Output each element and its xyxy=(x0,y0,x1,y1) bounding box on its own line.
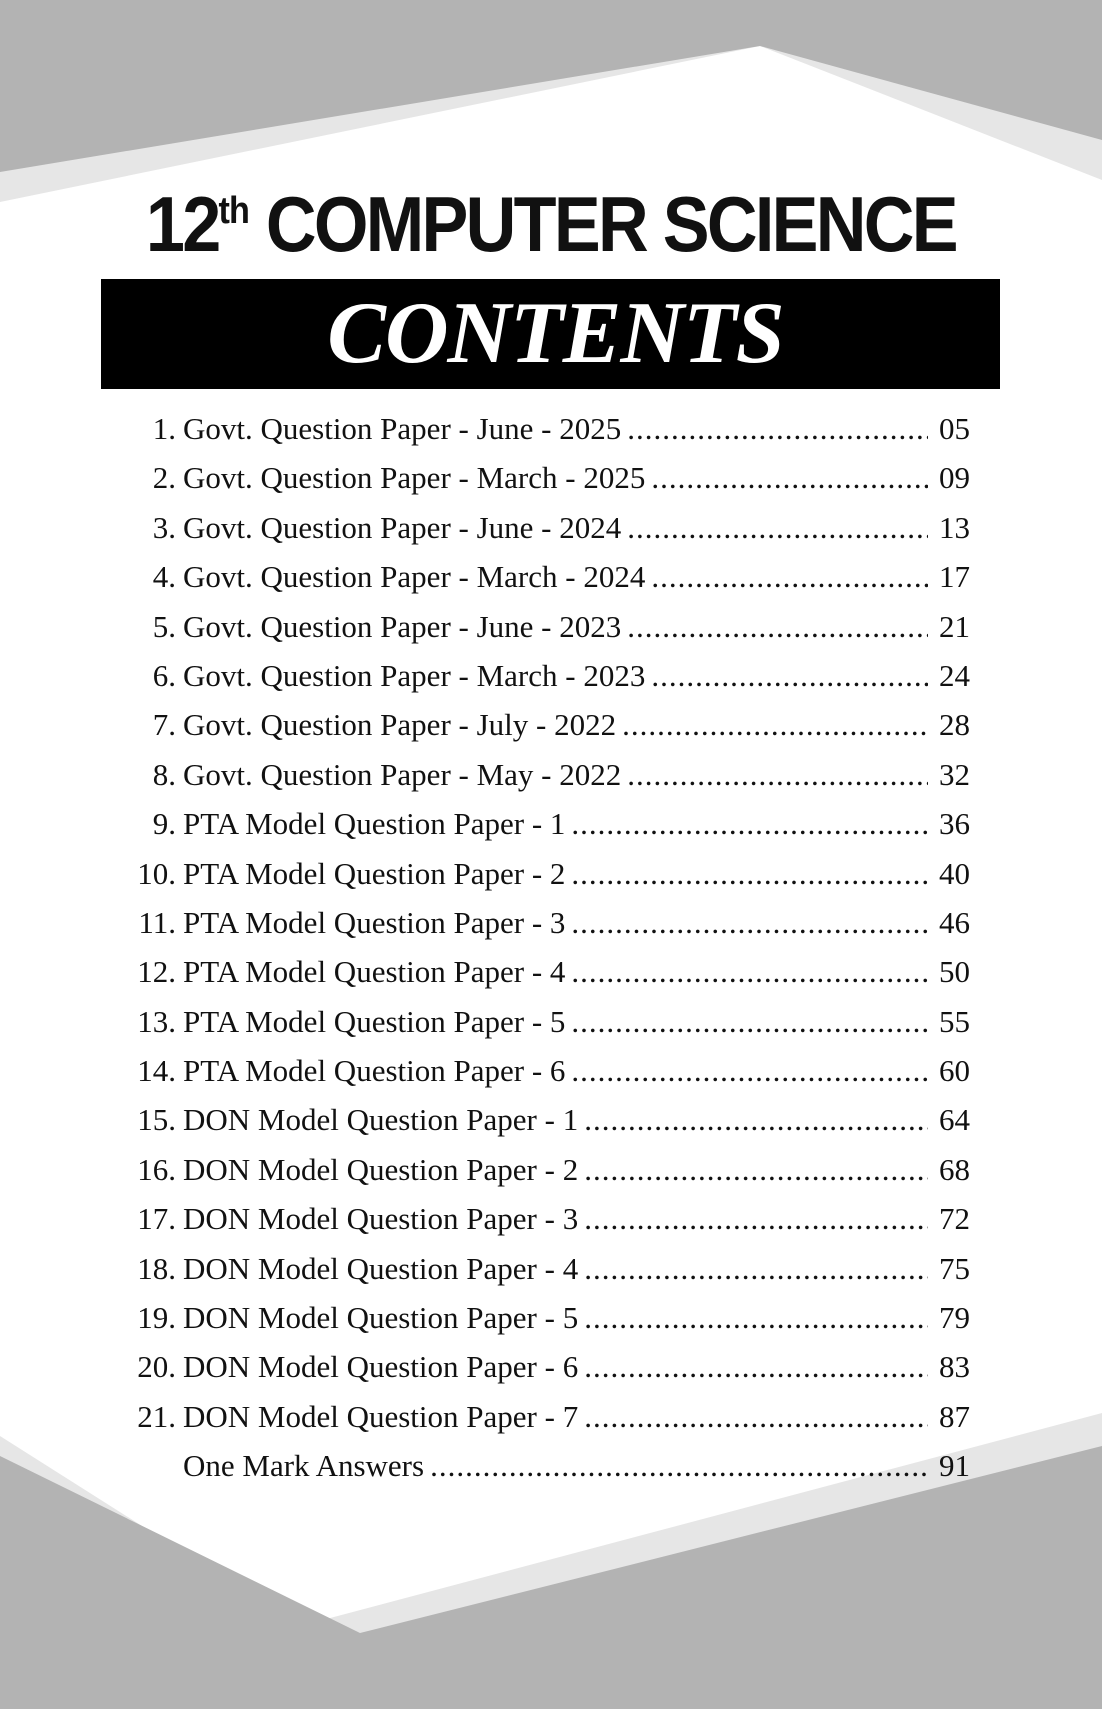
toc-entry-page: 21 xyxy=(939,608,970,644)
toc-entry[interactable] xyxy=(120,1095,970,1144)
toc-entry-number: 15. xyxy=(137,1102,176,1138)
toc-entry-number: 17. xyxy=(137,1201,176,1237)
toc-entry[interactable] xyxy=(120,1293,970,1342)
title-superscript: th xyxy=(218,190,250,232)
toc-entry[interactable] xyxy=(120,1392,970,1441)
dot-leader xyxy=(584,1342,928,1391)
contents-banner xyxy=(101,279,1000,389)
toc-entry[interactable] xyxy=(120,1342,970,1391)
toc-entry-title: One Mark Answers xyxy=(183,1448,425,1484)
dot-leader xyxy=(627,602,928,651)
toc-entry-number: 1. xyxy=(152,411,176,446)
toc-entry[interactable] xyxy=(120,1441,970,1490)
toc-entry-page: 83 xyxy=(939,1349,970,1385)
dot-leader xyxy=(627,750,928,799)
toc-entry-number: 14. xyxy=(137,1053,176,1089)
toc-entry[interactable] xyxy=(120,453,970,502)
toc-entry-page: 24 xyxy=(939,657,970,693)
toc-entry-number: 7. xyxy=(152,707,176,743)
toc-entry[interactable] xyxy=(120,799,970,848)
toc-entry-number: 12. xyxy=(137,954,176,990)
toc-entry-title: PTA Model Question Paper - 5 xyxy=(183,1003,566,1039)
dot-leader xyxy=(584,1194,928,1243)
toc-entry-number: 18. xyxy=(137,1250,176,1286)
toc-entry-page: 32 xyxy=(939,756,970,792)
toc-entry-title: DON Model Question Paper - 2 xyxy=(183,1151,579,1187)
dot-leader xyxy=(651,651,928,700)
toc-entry-page: 17 xyxy=(939,559,970,595)
toc-entry-title: DON Model Question Paper - 1 xyxy=(183,1102,579,1138)
toc-entry-number: 6. xyxy=(152,657,176,693)
toc-entry-page: 91 xyxy=(939,1448,970,1484)
toc-entry-number: 10. xyxy=(137,855,176,891)
toc-entry[interactable] xyxy=(120,997,970,1046)
toc-entry-page: 28 xyxy=(939,707,970,743)
dot-leader xyxy=(584,1244,928,1293)
toc-entry[interactable] xyxy=(120,1145,970,1194)
toc-entry-page: 60 xyxy=(939,1053,970,1089)
toc-entry[interactable] xyxy=(120,849,970,898)
toc-entry-page: 64 xyxy=(939,1102,970,1138)
dot-leader xyxy=(571,849,928,898)
toc-entry-page: 09 xyxy=(939,460,970,496)
toc-entry[interactable] xyxy=(120,651,970,700)
toc-entry-number: 13. xyxy=(137,1003,176,1039)
toc-entry-number: 3. xyxy=(152,509,176,545)
toc-entry-title: DON Model Question Paper - 3 xyxy=(183,1201,579,1237)
dot-leader xyxy=(651,552,928,601)
dot-leader xyxy=(627,404,928,453)
dot-leader xyxy=(584,1392,928,1441)
toc-entry[interactable] xyxy=(120,552,970,601)
toc-entry-page: 50 xyxy=(939,954,970,990)
toc-entry-title: DON Model Question Paper - 4 xyxy=(183,1250,579,1286)
toc-entry-title: Govt. Question Paper - May - 2022 xyxy=(183,756,622,792)
title-number: 12 xyxy=(145,180,219,268)
toc-entry[interactable] xyxy=(120,1046,970,1095)
dot-leader xyxy=(651,453,928,502)
toc-entry-title: Govt. Question Paper - June - 2025 xyxy=(183,411,622,446)
toc-entry-number: 19. xyxy=(137,1300,176,1336)
toc-entry-number: 5. xyxy=(152,608,176,644)
toc-entry-page: 55 xyxy=(939,1003,970,1039)
toc-entry-title: PTA Model Question Paper - 2 xyxy=(183,855,566,891)
toc-entry-page: 72 xyxy=(939,1201,970,1237)
toc-entry-page: 36 xyxy=(939,806,970,842)
dot-leader xyxy=(584,1293,928,1342)
toc-entry-title: PTA Model Question Paper - 1 xyxy=(183,806,566,842)
toc-entry-page: 46 xyxy=(939,904,970,940)
toc-entry-page: 13 xyxy=(939,509,970,545)
toc-entry-number: 20. xyxy=(137,1349,176,1385)
toc-entry-number: 2. xyxy=(152,460,176,496)
dot-leader xyxy=(571,799,928,848)
dot-leader xyxy=(571,1046,928,1095)
toc-entry-number: 8. xyxy=(152,756,176,792)
toc-entry-title: PTA Model Question Paper - 3 xyxy=(183,904,566,940)
contents-heading: CONTENTS xyxy=(327,285,784,382)
toc-entry-title: PTA Model Question Paper - 6 xyxy=(183,1053,566,1089)
dot-leader xyxy=(430,1441,928,1490)
toc-entry-title: Govt. Question Paper - March - 2024 xyxy=(183,559,646,595)
toc-entry-title: Govt. Question Paper - March - 2023 xyxy=(183,657,646,693)
toc-entry[interactable] xyxy=(120,750,970,799)
dot-leader xyxy=(584,1145,928,1194)
toc-entry-title: Govt. Question Paper - June - 2024 xyxy=(183,509,622,545)
toc-entry[interactable] xyxy=(120,898,970,947)
toc-entry-page: 87 xyxy=(939,1398,970,1434)
dot-leader xyxy=(571,898,928,947)
toc-entry-title: DON Model Question Paper - 5 xyxy=(183,1300,579,1336)
dot-leader xyxy=(622,700,928,749)
toc-entry[interactable] xyxy=(120,947,970,996)
toc-entry-title: Govt. Question Paper - March - 2025 xyxy=(183,460,646,496)
toc-entry-page: 05 xyxy=(939,411,970,446)
toc-entry[interactable] xyxy=(120,404,970,453)
toc-entry-title: PTA Model Question Paper - 4 xyxy=(183,954,566,990)
toc-entry-page: 79 xyxy=(939,1300,970,1336)
toc-entry-number: 11. xyxy=(138,904,176,940)
dot-leader xyxy=(571,997,928,1046)
toc-entry[interactable] xyxy=(120,602,970,651)
toc-entry[interactable] xyxy=(120,1194,970,1243)
book-title xyxy=(55,166,1047,269)
toc-entry-number: 9. xyxy=(152,806,176,842)
toc-entry-page: 75 xyxy=(939,1250,970,1286)
toc-entry-number: 4. xyxy=(152,559,176,595)
toc-entry[interactable] xyxy=(120,700,970,749)
toc-entry[interactable] xyxy=(120,1244,970,1293)
toc-entry-page: 40 xyxy=(939,855,970,891)
toc-entry[interactable] xyxy=(120,503,970,552)
toc-entry-title: Govt. Question Paper - June - 2023 xyxy=(183,608,622,644)
dot-leader xyxy=(571,947,928,996)
dot-leader xyxy=(627,503,928,552)
toc-entry-number: 21. xyxy=(137,1398,176,1434)
toc-entry-title: DON Model Question Paper - 7 xyxy=(183,1398,579,1434)
dot-leader xyxy=(584,1095,928,1144)
table-of-contents xyxy=(120,404,970,1491)
toc-entry-title: Govt. Question Paper - July - 2022 xyxy=(183,707,617,743)
toc-entry-page: 68 xyxy=(939,1151,970,1187)
toc-entry-number: 16. xyxy=(137,1151,176,1187)
title-subject: COMPUTER SCIENCE xyxy=(249,180,956,268)
toc-entry-title: DON Model Question Paper - 6 xyxy=(183,1349,579,1385)
